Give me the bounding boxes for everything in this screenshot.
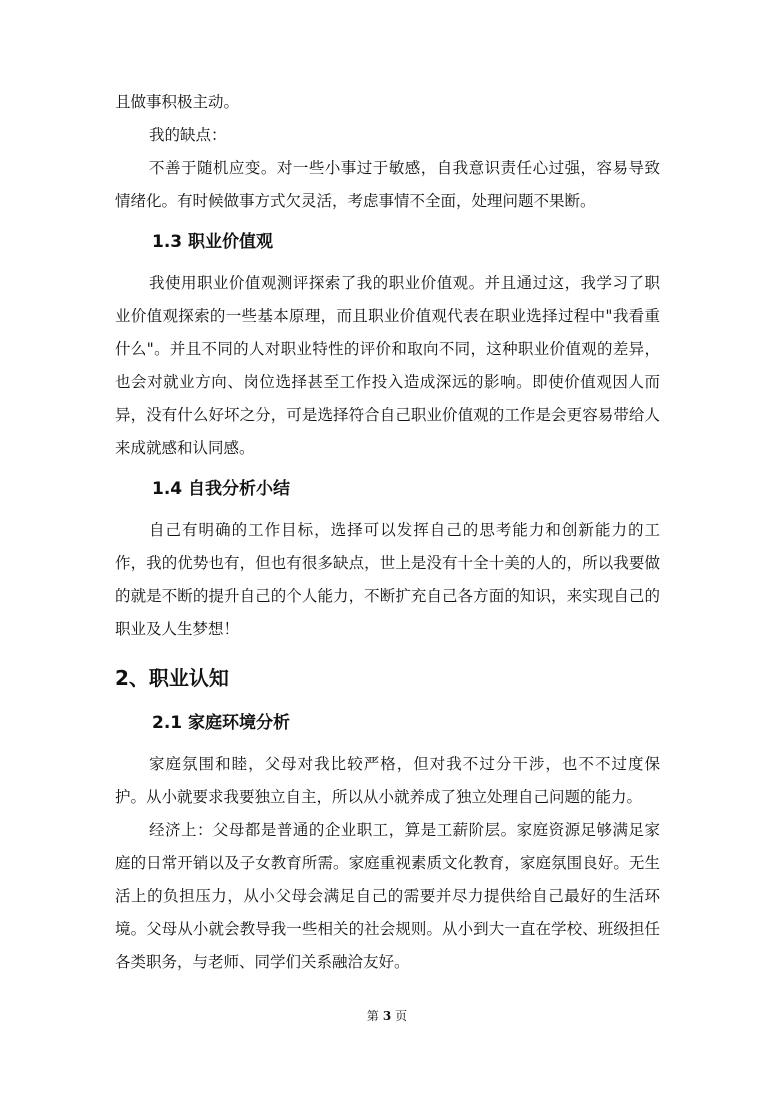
paragraph-1-3: 我使用职业价值观测评探索了我的职业价值观。并且通过这，我学习了职业价值观探索的一些基本原理，而且职业价值观代表在职业选择过程中"我看重什么"。并且不同的人对职业特性的评价和取向不同，这种职业价值观的差异，也会对就业方向、岗位选择甚至工作投入造成深远的影响。即使价值观因人而异，没有什么好坏之分，可是选择符合自己职业价值观的工作是会更容易带给人来成就感和认同感。 [115,274,660,457]
paragraph-2-1-economy: 经济上：父母都是普通的企业职工，算是工薪阶层。家庭资源足够满足家庭的日常开销以及子女教育所需。家庭重视素质文化教育，家庭氛围良好。无生活上的负担压力，从小父母会满足自己的需要并尽力提供给自己最好的生活环境。父母从小就会教导我一些相关的社会规则。从小到大一直在学校、班级担任各类职务，与老师、同学们关系融洽友好。 [115,821,660,971]
page-content [115,86,660,979]
paragraph-continuation: 且做事积极主动。 [115,93,240,111]
weakness-label: 我的缺点： [149,126,227,144]
footer-suffix: 页 [395,1009,408,1023]
paragraph-1-4: 自己有明确的工作目标，选择可以发挥自己的思考能力和创新能力的工作，我的优势也有，但也有很多缺点，世上是没有十全十美的人的，所以我要做的就是不断的提升自己的个人能力，不断扩充自己各方面的知识，来实现自己的职业及人生梦想！ [115,521,660,638]
footer-prefix: 第 [366,1009,379,1023]
heading-2: 2、职业认知 [115,666,229,690]
paragraph-2-1-family: 家庭氛围和睦，父母对我比较严格，但对我不过分干涉，也不不过度保护。从小就要求我要独立自主，所以从小就养成了独立处理自己问题的能力。 [115,755,660,806]
page-footer [0,1008,774,1024]
heading-1-4: 1.4 自我分析小结 [152,479,291,499]
weakness-paragraph: 不善于随机应变。对一些小事过于敏感，自我意识责任心过强，容易导致情绪化。有时候做事方式欠灵活，考虑事情不全面，处理问题不果断。 [115,159,660,210]
page-number: 3 [382,1009,392,1023]
heading-2-1: 2.1 家庭环境分析 [152,713,291,733]
heading-1-3: 1.3 职业价值观 [152,232,274,252]
